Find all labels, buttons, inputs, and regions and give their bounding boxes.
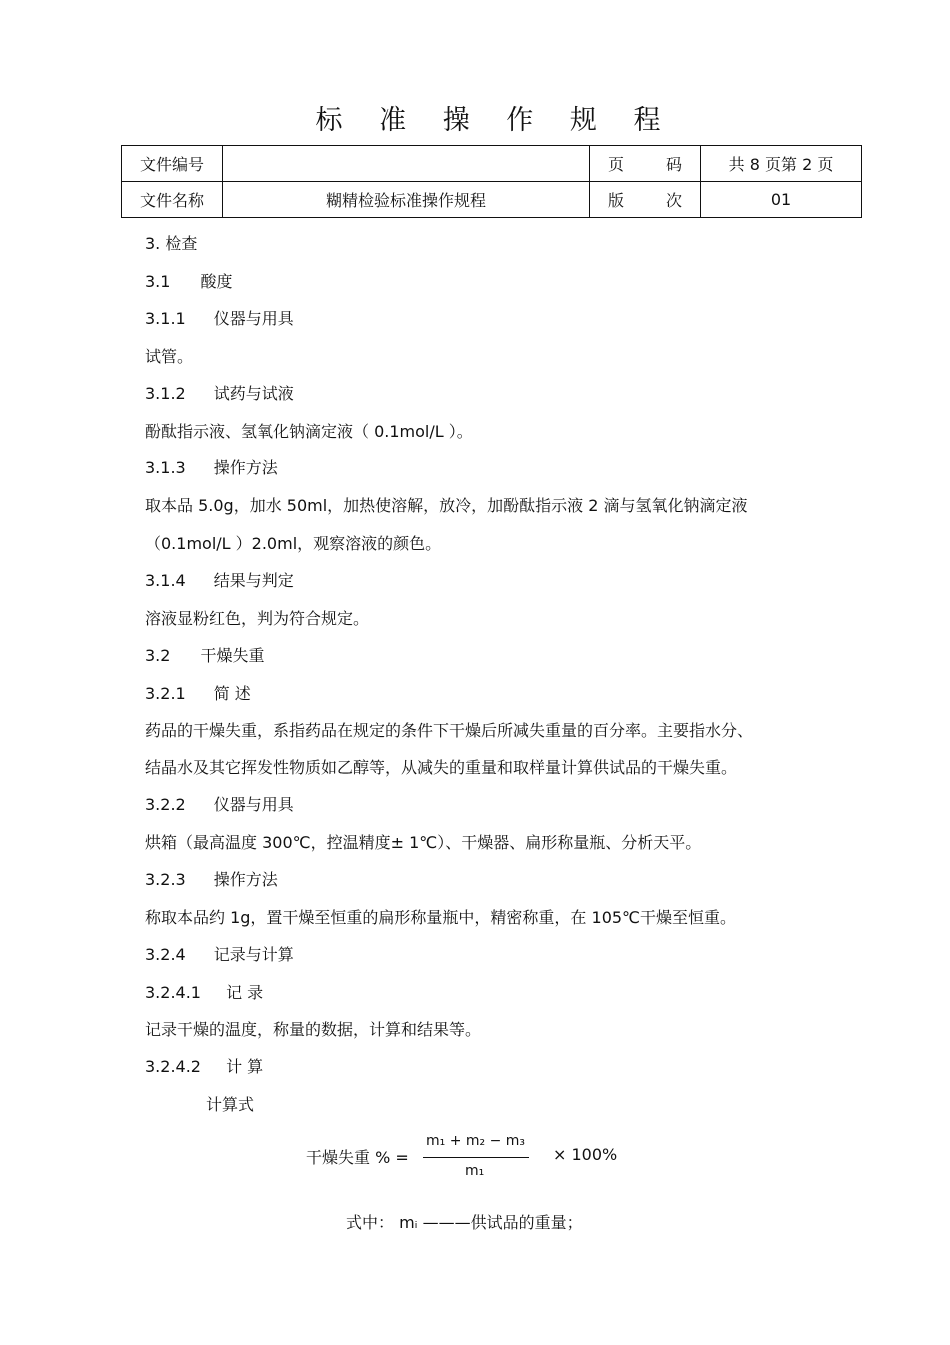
page-label-b: 码 [665,155,682,174]
body-line [145,792,294,815]
section-number: 3.2 [145,646,171,665]
section-heading: 试药与试液 [213,384,294,403]
body-line [145,455,278,478]
version-label [590,182,701,218]
body-line [145,980,263,1003]
body-line [145,381,294,404]
paragraph-text: 酚酞指示液、氢氧化钠滴定液（ 0.1mol/L ）。 [145,422,473,441]
body-line [145,269,232,292]
section-heading: 记录与计算 [213,945,294,964]
body-line [145,1092,254,1115]
body-line [145,344,193,367]
body-line [145,419,473,442]
section-number: 3.2.4 [145,945,186,964]
section-number: 3.1.2 [145,384,186,403]
section-number: 3.1 [145,272,171,291]
section-number: 3.1.4 [145,571,186,590]
body-line [145,1017,481,1040]
body-line [145,606,369,629]
formula-caption: 计算式 [145,1095,255,1114]
section-heading: 记 录 [220,983,264,1002]
page-label [590,146,701,182]
doc-name-label: 文件名称 [122,182,223,218]
version-label-a: 版 [608,191,625,210]
section-heading: 仪器与用具 [213,795,294,814]
body-line [145,905,736,928]
paragraph-text: 试管。 [145,347,194,366]
doc-name-value: 糊精检验标准操作规程 [223,182,590,218]
section-number: 3.1.3 [145,458,186,477]
formula-legend: 式中： mᵢ ———供试品的重量； [346,1213,583,1232]
document-header-table [121,145,862,218]
body-line [145,531,441,554]
section-heading: 干燥失重 [200,646,265,665]
body-line [145,1054,263,1077]
body-line [145,568,294,591]
body-line [145,718,753,741]
body-line [145,643,264,666]
paragraph-text: （0.1mol/L ）2.0ml，观察溶液的颜色。 [145,534,442,553]
doc-number-value [223,146,590,182]
paragraph-text: 烘箱（最高温度 300℃，控温精度± 1℃）、干燥器、扁形称量瓶、分析天平。 [145,833,702,852]
header-row-doc-name [122,182,862,218]
formula-numerator: m₁ + m₂ − m₃ [426,1133,526,1149]
body-line [145,306,294,329]
body-line [145,867,278,890]
paragraph-text: 记录干燥的温度，称量的数据，计算和结果等。 [145,1020,482,1039]
doc-number-label: 文件编号 [122,146,223,182]
section-heading: 酸度 [200,272,233,291]
body-line [145,493,748,516]
section-number: 3.2.4.1 [145,983,201,1002]
section-number: 3.2.4.2 [145,1057,201,1076]
body-line [145,830,701,853]
version-label-b: 次 [665,191,682,210]
section-number: 3.1.1 [145,309,186,328]
paragraph-text: 药品的干燥失重，系指药品在规定的条件下干燥后所减失重量的百分率。主要指水分、 [145,721,754,740]
paragraph-text: 取本品 5.0g，加水 50ml，加热使溶解，放冷，加酚酞指示液 2 滴与氢氧化钠滴定液 [145,496,748,515]
body-line [145,681,251,704]
paragraph-text: 结晶水及其它挥发性物质如乙醇等，从减失的重量和取样量计算供试品的干燥失重。 [145,758,738,777]
header-row-doc-number [122,146,862,182]
formula-label: 干燥失重 % = [306,1148,409,1167]
section-number: 3.2.2 [145,795,186,814]
version-value: 01 [701,182,862,218]
section-heading: 仪器与用具 [213,309,294,328]
formula-denominator: m₁ [465,1163,485,1179]
page-label-a: 页 [608,155,625,174]
section-heading: 操作方法 [213,870,278,889]
section-number: 3.2.1 [145,684,186,703]
body-line [145,755,737,778]
section-number: 3.2.3 [145,870,186,889]
section-heading: 操作方法 [213,458,278,477]
paragraph-text: 称取本品约 1g，置干燥至恒重的扁形称量瓶中，精密称重，在 105℃干燥至恒重。 [145,908,737,927]
fraction-bar [423,1157,529,1158]
section-heading: 计 算 [220,1057,264,1076]
body-line [145,231,197,254]
paragraph-text: 溶液显粉红色，判为符合规定。 [145,609,370,628]
section-heading: 结果与判定 [213,571,294,590]
page-value: 共 8 页第 2 页 [701,146,862,182]
section-number: 3. 检查 [145,234,198,253]
page-title: 标 准 操 作 规 程 [315,105,675,136]
body-line [145,942,294,965]
formula-multiplier: × 100% [553,1145,618,1164]
section-heading: 简 述 [213,684,251,703]
